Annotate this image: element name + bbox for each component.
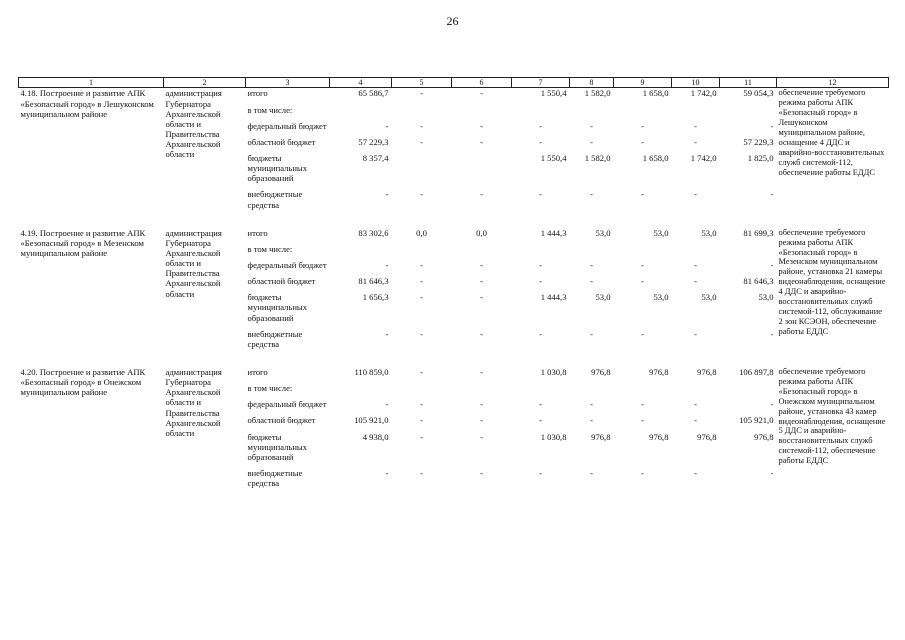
funding-source-cell: областной бюджет: [247, 276, 316, 287]
amount-cell: -: [385, 328, 389, 339]
amount-cell: 57 229,3: [743, 136, 774, 147]
amount-cell: 1 658,0: [642, 153, 669, 163]
amount-cell: -: [590, 328, 593, 339]
amount-cell: 53,0: [701, 227, 717, 238]
amount-cell: 976,8: [649, 431, 669, 442]
amount-cell: 81 646,3: [743, 276, 774, 287]
amount-cell: 110 859,0: [354, 366, 389, 377]
amount-cell: -: [420, 328, 423, 339]
amount-cell: -: [539, 467, 542, 478]
amount-cell: -: [694, 328, 697, 339]
amount-cell: -: [694, 259, 697, 270]
amount-cell: -: [694, 467, 697, 478]
amount-cell: [720, 105, 777, 121]
amount-cell: 0,0: [476, 227, 487, 238]
amount-cell: -: [590, 189, 593, 200]
amount-cell: -: [641, 328, 644, 339]
column-number-cell: 6: [452, 78, 512, 88]
amount-cell: [672, 105, 720, 121]
amount-cell: 1 030,8: [540, 366, 567, 377]
amount-cell: 976,8: [591, 366, 611, 377]
amount-cell: -: [420, 189, 423, 200]
amount-cell: [570, 105, 614, 121]
amount-cell: -: [420, 88, 423, 99]
amount-cell: [392, 383, 452, 399]
amount-cell: -: [480, 292, 483, 303]
amount-cell: -: [480, 88, 483, 99]
amount-cell: [330, 105, 392, 121]
amount-cell: -: [539, 189, 542, 200]
amount-cell: -: [590, 415, 593, 426]
funding-source-cell: федеральный бюджет: [247, 120, 327, 131]
amount-cell: -: [420, 366, 423, 377]
amount-cell: 976,8: [697, 431, 717, 442]
amount-cell: [672, 383, 720, 399]
amount-cell: 105 921,0: [739, 415, 774, 426]
amount-cell: -: [480, 189, 483, 200]
amount-cell: [512, 383, 570, 399]
amount-cell: 105 921,0: [354, 415, 389, 426]
column-number-cell: 12: [777, 78, 889, 88]
amount-cell: -: [641, 259, 644, 270]
amount-cell: 53,0: [595, 227, 611, 238]
amount-cell: -: [480, 136, 483, 147]
amount-cell: -: [420, 259, 423, 270]
page-number: 26: [446, 14, 459, 28]
amount-cell: 81 699,3: [743, 227, 774, 238]
amount-cell: [720, 244, 777, 260]
amount-cell: 1 658,0: [642, 88, 669, 99]
funding-source-cell: в том числе:: [247, 104, 293, 115]
amount-cell: 976,8: [649, 366, 669, 377]
funding-source-cell: в том числе:: [247, 243, 293, 254]
funding-source-cell: итого: [247, 366, 268, 377]
amount-cell: -: [694, 136, 697, 147]
amount-cell: [392, 244, 452, 260]
amount-cell: [720, 383, 777, 399]
amount-cell: 57 229,3: [358, 136, 389, 147]
amount-cell: 1 582,0: [584, 153, 611, 163]
amount-cell: [672, 244, 720, 260]
amount-cell: -: [590, 467, 593, 478]
amount-cell: -: [694, 399, 697, 410]
expected-result-cell: обеспечение требуемого режима работы АПК «Безопасный город» в Мезенском муниципальном районе, установка 21 камеры видеонаблюдения, оснащение 4 ДДС и аварийно-восстановительных служб системой-112, обслуживание 2 зон КСЭОН, обеспечение работы ЕДДС: [778, 227, 886, 336]
funding-source-cell: федеральный бюджет: [247, 259, 327, 270]
amount-cell: -: [590, 120, 593, 131]
measure-cell: 4.19. Построение и развитие АПК «Безопасный город» в Мезенском муниципальном районе: [20, 227, 146, 258]
amount-cell: 53,0: [701, 292, 717, 303]
amount-cell: -: [420, 120, 423, 131]
column-number-row: [19, 78, 889, 88]
amount-cell: -: [480, 415, 483, 426]
amount-cell: 59 054,3: [743, 88, 774, 99]
amount-cell: -: [770, 328, 774, 339]
amount-cell: [452, 153, 512, 189]
amount-cell: -: [480, 431, 483, 442]
budget-table: [18, 77, 889, 506]
amount-cell: -: [420, 399, 423, 410]
amount-cell: -: [590, 259, 593, 270]
amount-cell: 53,0: [653, 227, 669, 238]
expected-result-cell: обеспечение требуемого режима работы АПК «Безопасный город» в Лешуконском муниципальном районе, оснащение 4 ДДС и аварийно-восстановительных служб системой-112, обеспечение работы ЕДДС: [778, 88, 885, 177]
amount-cell: 1 582,0: [584, 88, 611, 99]
amount-cell: [614, 105, 672, 121]
amount-cell: -: [770, 259, 774, 270]
column-number-cell: 3: [246, 78, 330, 88]
amount-cell: [392, 153, 452, 189]
funding-source-cell: внебюджетные средства: [247, 189, 303, 210]
expected-result-cell: обеспечение требуемого режима работы АПК «Безопасный город» в Онежском муниципальном районе, установка 43 камер видеонаблюдения, оснащение 5 ДДС и аварийно-восстановительных служб системой-112, обеспечение работы ЕДДС: [778, 366, 886, 466]
amount-cell: 1 550,4: [540, 88, 567, 99]
amount-cell: -: [539, 136, 542, 147]
measure-cell: 4.18. Построение и развитие АПК «Безопасный город» в Лешуконском муниципальном районе: [20, 88, 154, 119]
column-number-cell: 1: [19, 78, 164, 88]
funding-source-cell: бюджеты муниципальных образований: [247, 153, 307, 184]
amount-cell: [512, 105, 570, 121]
measure-cell: 4.20. Построение и развитие АПК «Безопасный город» в Онежском муниципальном районе: [20, 366, 146, 398]
amount-cell: -: [385, 120, 389, 131]
amount-cell: -: [480, 467, 483, 478]
amount-cell: 976,8: [754, 431, 774, 442]
amount-cell: -: [694, 415, 697, 426]
column-number-cell: 11: [720, 78, 777, 88]
amount-cell: -: [420, 276, 423, 287]
amount-cell: [570, 383, 614, 399]
table-row: [19, 228, 889, 244]
funding-source-cell: бюджеты муниципальных образований: [247, 431, 307, 462]
amount-cell: -: [641, 276, 644, 287]
executor-cell: администрация Губернатора Архангельской области и Правительства Архангельской области: [165, 366, 222, 438]
amount-cell: -: [480, 276, 483, 287]
table-row: [19, 367, 889, 383]
amount-cell: -: [420, 467, 423, 478]
column-number-cell: 5: [392, 78, 452, 88]
amount-cell: 8 357,4: [362, 153, 389, 163]
amount-cell: [452, 383, 512, 399]
amount-cell: -: [694, 189, 697, 200]
funding-source-cell: областной бюджет: [247, 136, 316, 147]
amount-cell: 106 897,8: [739, 366, 774, 377]
amount-cell: -: [641, 415, 644, 426]
amount-cell: -: [539, 328, 542, 339]
amount-cell: 1 742,0: [690, 88, 717, 99]
amount-cell: -: [385, 189, 389, 200]
amount-cell: 976,8: [697, 366, 717, 377]
funding-source-cell: бюджеты муниципальных образований: [247, 292, 307, 323]
executor-cell: администрация Губернатора Архангельской области и Правительства Архангельской области: [165, 227, 222, 299]
amount-cell: -: [539, 415, 542, 426]
amount-cell: -: [539, 259, 542, 270]
amount-cell: -: [480, 120, 483, 131]
funding-source-cell: внебюджетные средства: [247, 467, 303, 489]
amount-cell: -: [480, 328, 483, 339]
amount-cell: -: [480, 399, 483, 410]
amount-cell: -: [420, 136, 423, 147]
amount-cell: -: [694, 276, 697, 287]
amount-cell: -: [590, 399, 593, 410]
funding-source-cell: итого: [247, 88, 268, 99]
column-number-cell: 4: [330, 78, 392, 88]
column-number-cell: 7: [512, 78, 570, 88]
amount-cell: [512, 244, 570, 260]
table-header: [19, 78, 889, 88]
amount-cell: -: [420, 431, 423, 442]
amount-cell: 81 646,3: [358, 276, 389, 287]
amount-cell: -: [539, 399, 542, 410]
amount-cell: 1 742,0: [690, 153, 717, 163]
amount-cell: [570, 244, 614, 260]
amount-cell: [614, 383, 672, 399]
amount-cell: -: [539, 120, 542, 131]
amount-cell: 1 825,0: [747, 153, 774, 163]
amount-cell: 53,0: [595, 292, 611, 303]
amount-cell: 0,0: [416, 227, 427, 238]
amount-cell: -: [420, 415, 423, 426]
amount-cell: -: [770, 467, 774, 478]
amount-cell: [330, 383, 392, 399]
column-number-cell: 2: [164, 78, 246, 88]
amount-cell: 65 586,7: [358, 88, 389, 99]
amount-cell: 1 550,4: [540, 153, 567, 163]
amount-cell: -: [539, 276, 542, 287]
amount-cell: 1 444,3: [540, 292, 567, 303]
amount-cell: -: [420, 292, 423, 303]
amount-cell: -: [694, 120, 697, 131]
amount-cell: -: [385, 467, 389, 478]
column-number-cell: 10: [672, 78, 720, 88]
amount-cell: -: [385, 259, 389, 270]
column-number-cell: 8: [570, 78, 614, 88]
amount-cell: 1 030,8: [540, 431, 567, 442]
table-row: [19, 88, 889, 105]
amount-cell: -: [641, 399, 644, 410]
amount-cell: 53,0: [653, 292, 669, 303]
funding-source-cell: в том числе:: [247, 383, 293, 394]
amount-cell: -: [590, 276, 593, 287]
amount-cell: -: [770, 120, 774, 131]
amount-cell: [452, 105, 512, 121]
amount-cell: 976,8: [591, 431, 611, 442]
amount-cell: -: [770, 399, 774, 410]
amount-cell: -: [641, 136, 644, 147]
amount-cell: -: [590, 136, 593, 147]
amount-cell: -: [480, 366, 483, 377]
amount-cell: -: [480, 259, 483, 270]
amount-cell: 1 656,3: [362, 292, 389, 303]
amount-cell: 83 302,6: [358, 227, 389, 238]
amount-cell: 53,0: [758, 292, 774, 303]
amount-cell: [614, 244, 672, 260]
funding-source-cell: итого: [247, 227, 268, 238]
amount-cell: -: [770, 189, 774, 200]
column-number-cell: 9: [614, 78, 672, 88]
amount-cell: 4 938,0: [362, 431, 389, 442]
amount-cell: -: [641, 467, 644, 478]
amount-cell: 1 444,3: [540, 227, 567, 238]
funding-source-cell: федеральный бюджет: [247, 399, 327, 410]
table-body: [19, 88, 889, 506]
amount-cell: -: [641, 120, 644, 131]
amount-cell: [392, 105, 452, 121]
amount-cell: [452, 244, 512, 260]
amount-cell: -: [641, 189, 644, 200]
amount-cell: [330, 244, 392, 260]
funding-source-cell: областной бюджет: [247, 415, 316, 426]
amount-cell: -: [385, 399, 389, 410]
funding-source-cell: внебюджетные средства: [247, 328, 303, 349]
executor-cell: администрация Губернатора Архангельской области и Правительства Архангельской области: [165, 88, 222, 160]
